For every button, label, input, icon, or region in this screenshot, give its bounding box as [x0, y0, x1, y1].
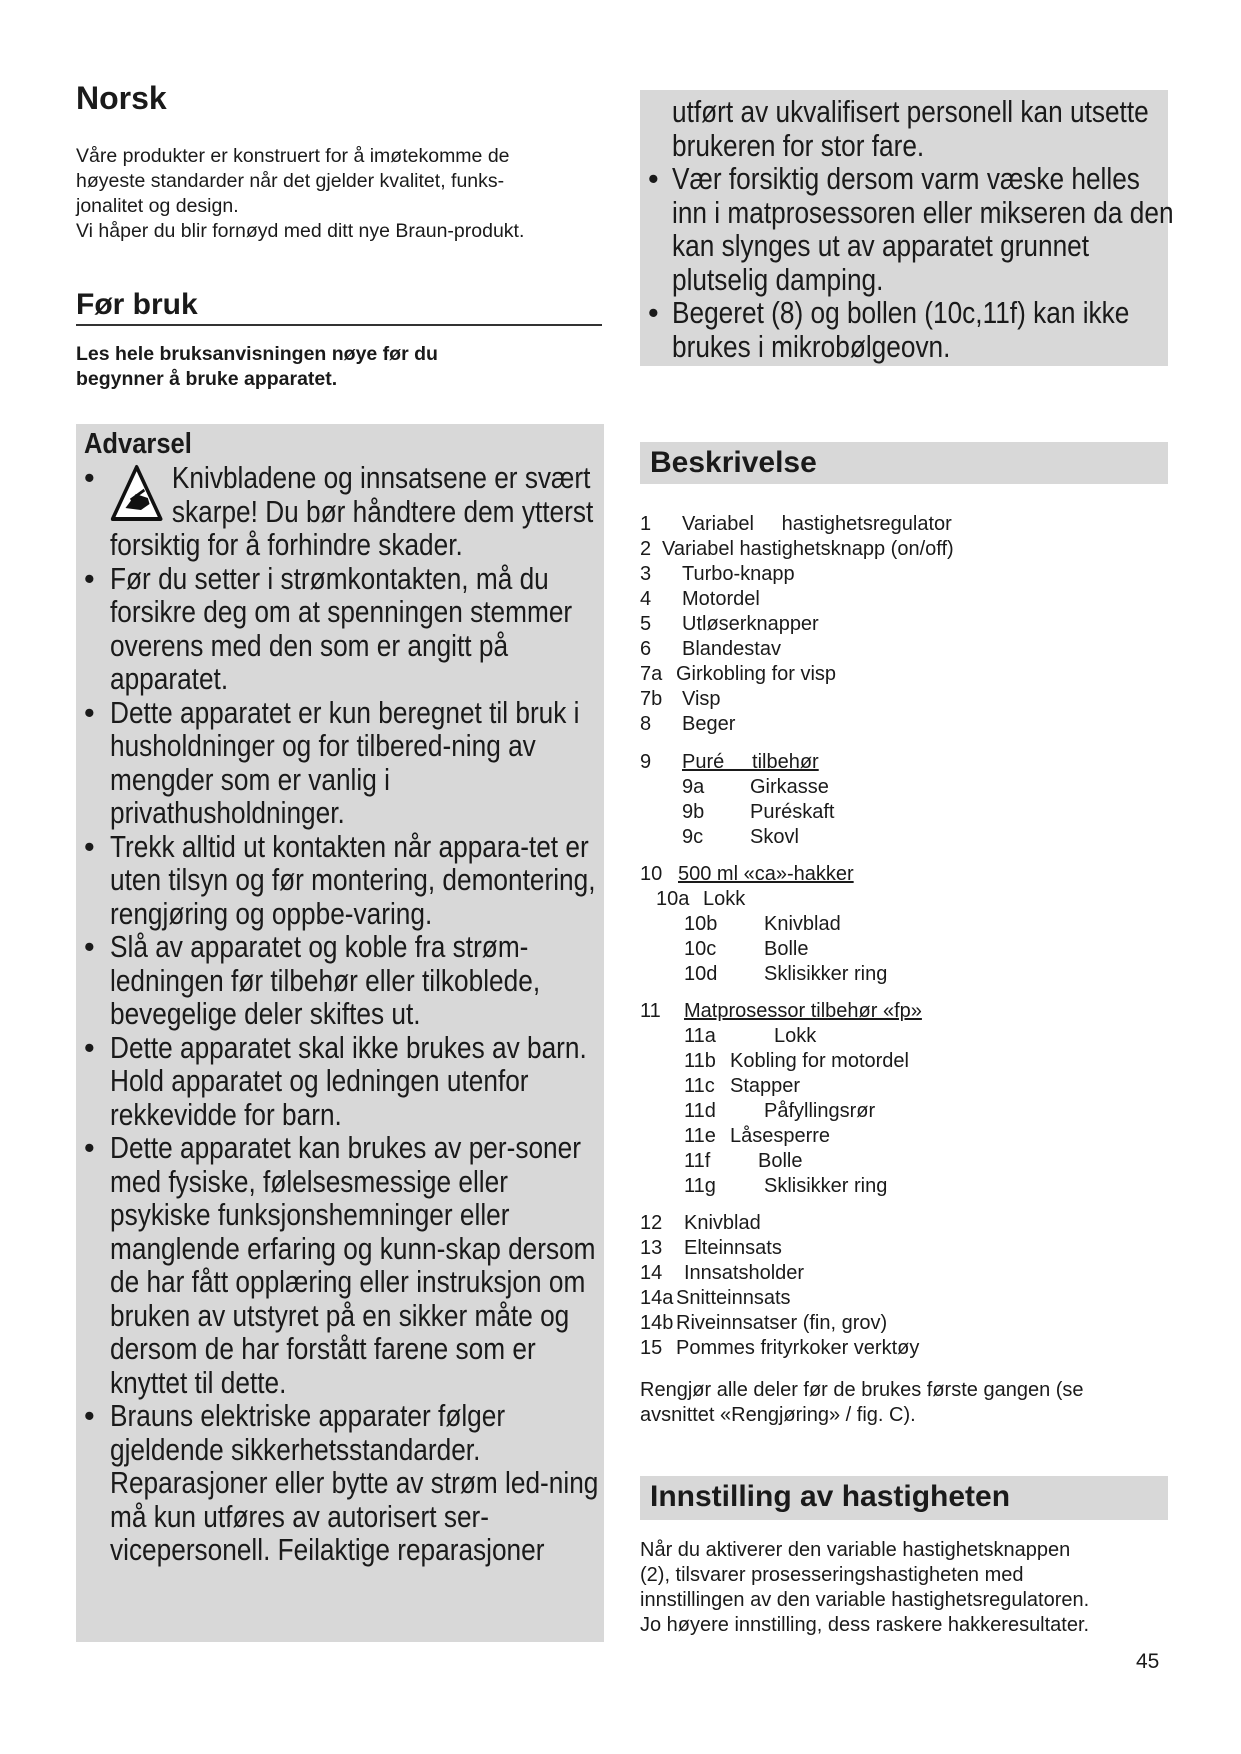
part-label: Påfyllingsrør: [764, 1100, 876, 1122]
parts-list-item: [640, 775, 1168, 800]
beskrivelse-heading-bar: [640, 442, 1168, 484]
part-label: Snitteinnsats: [676, 1287, 791, 1309]
warning-continued-list: [648, 95, 1174, 364]
part-number: 11f: [684, 1150, 711, 1172]
part-number: 8: [640, 713, 652, 735]
warning-item: [84, 931, 604, 1032]
intro-line: Våre produkter er konstruert for å imøtekomme de: [76, 145, 510, 167]
parts-list-item: [640, 587, 1168, 612]
parts-list-item: [640, 937, 1168, 962]
warning-item: [84, 1032, 604, 1133]
cleaning-note-line: avsnittet «Rengjøring» / fig. C).: [640, 1404, 916, 1426]
part-number: 10d: [684, 963, 718, 985]
part-label: Innsatsholder: [684, 1262, 805, 1284]
sharp-blade-warning-icon: [110, 464, 163, 522]
part-label: Bolle: [764, 938, 809, 960]
part-number: 10b: [684, 913, 718, 935]
for-bruk-line: begynner å bruke apparatet.: [76, 368, 338, 390]
parts-list-item: [640, 562, 1168, 587]
part-number: 13: [640, 1237, 663, 1259]
warning-item: [648, 162, 1174, 297]
part-label: Knivblad: [684, 1212, 761, 1234]
part-label: Riveinnsatser (fin, grov): [676, 1312, 888, 1334]
parts-list-item: [640, 1149, 1168, 1174]
warning-title: Advarsel: [84, 428, 192, 460]
parts-list-item: [640, 687, 1168, 712]
part-label: Knivblad: [764, 913, 841, 935]
part-label: Variabel hastighetsregulator: [682, 513, 952, 535]
speed-line: (2), tilsvarer prosesseringshastigheten med: [640, 1564, 1024, 1586]
warning-item-text: • Vær forsiktig dersom varm væske helles inn i matprosessoren eller mikseren da den kan slynges ut av apparatet grunnet plutselig damping.: [672, 162, 1174, 297]
part-label: Turbo-knapp: [682, 563, 795, 585]
part-number: 10c: [684, 938, 717, 960]
parts-list-item: [640, 912, 1168, 937]
part-number: 11d: [684, 1100, 716, 1122]
part-number: 9a: [682, 776, 705, 798]
part-label: Sklisikker ring: [764, 963, 888, 985]
part-number: 12: [640, 1212, 663, 1234]
warning-item-text: • Trekk alltid ut kontakten når appara-tet er uten tilsyn og før montering, demontering, rengjøring og oppbe-varing.: [110, 829, 596, 931]
part-number: 11c: [684, 1075, 715, 1097]
warning-item: [648, 297, 1168, 364]
intro-line: jonalitet og design.: [76, 195, 239, 217]
warning-item-text: • Brauns elektriske apparater følger gjeldende sikkerhetsstandarder. Reparasjoner eller bytte av strøm led-ning må kun utføres av autorisert ser-vicepersonell. Feilaktige reparasjoner: [110, 1399, 599, 1567]
warning-item: [84, 462, 604, 563]
parts-list-item: [640, 1024, 1168, 1049]
part-number: 1: [640, 513, 652, 535]
part-number: 7b: [640, 688, 663, 710]
section-heading-norsk: Norsk: [76, 80, 167, 116]
for-bruk-text: [76, 342, 604, 392]
part-number: 6: [640, 638, 652, 660]
part-label: Beger: [682, 713, 736, 735]
warning-item: [84, 697, 604, 831]
warning-item-text: • Slå av apparatet og koble fra strøm-ledningen før tilbehør eller tilkoblede, bevegelige deler skiftes ut.: [110, 930, 541, 1031]
part-label: Visp: [682, 688, 721, 710]
part-label: Motordel: [682, 588, 760, 610]
parts-list-item: [640, 1099, 1168, 1124]
page-number: 45: [1136, 1650, 1160, 1673]
warning-item-text: • Begeret (8) og bollen (10c,11f) kan ikke brukes i mikrobølgeovn.: [672, 296, 1130, 364]
part-number: 11e: [684, 1125, 716, 1147]
part-number: 14b: [640, 1312, 674, 1334]
warning-item-text: • Dette apparatet skal ikke brukes av barn. Hold apparatet og ledningen utenfor rekkevidde for barn.: [110, 1030, 587, 1132]
warning-item: [84, 1132, 604, 1400]
part-number: 11b: [684, 1050, 716, 1072]
part-label: Pommes frityrkoker verktøy: [676, 1337, 920, 1359]
warning-item-text: • Før du setter i strømkontakten, må du forsikre deg om at spenningen stemmer overens med den som er angitt på apparatet.: [110, 561, 573, 696]
parts-list-item: [640, 750, 1168, 775]
part-label: Variabel hastighetsknapp (on/off): [662, 538, 954, 560]
cleaning-note: [640, 1378, 1168, 1428]
part-number: 14a: [640, 1287, 674, 1309]
parts-list-item: [640, 1174, 1168, 1199]
warning-item-text: Knivbladene og innsatsene er svært skarpe! Du bør håndtere dem ytterst forsiktig for å forhindre skader.: [110, 461, 594, 562]
part-number: 9: [640, 751, 652, 773]
intro-paragraph: [76, 144, 616, 244]
parts-list: [640, 512, 1168, 1361]
section-heading-beskrivelse: Beskrivelse: [650, 446, 817, 479]
part-label: Bolle: [758, 1150, 803, 1172]
parts-list-item: [640, 537, 1168, 562]
part-label: Lokk: [774, 1025, 817, 1047]
intro-line: Vi håper du blir fornøyd med ditt nye Braun-produkt.: [76, 220, 525, 242]
part-number: 11: [640, 1000, 661, 1022]
parts-list-item: [640, 1236, 1168, 1261]
part-label: Kobling for motordel: [730, 1050, 909, 1072]
part-number: 9c: [682, 826, 704, 848]
speed-line: innstillingen av den variable hastighetsregulatoren.: [640, 1589, 1090, 1611]
parts-list-item: [640, 1311, 1168, 1336]
parts-list-item: [640, 1261, 1168, 1286]
part-label: 500 ml «ca»-hakker: [678, 863, 854, 885]
part-label: Stapper: [730, 1075, 801, 1097]
part-number: 10a: [656, 888, 690, 910]
part-number: 3: [640, 563, 652, 585]
part-label: Girkobling for visp: [676, 663, 837, 685]
cleaning-note-line: Rengjør alle deler før de brukes første gangen (se: [640, 1379, 1084, 1401]
parts-list-item: [640, 1074, 1168, 1099]
parts-list-item: [640, 962, 1168, 987]
warning-item: [84, 1400, 604, 1568]
parts-list-item: [640, 1286, 1168, 1311]
part-label: Skovl: [750, 826, 799, 848]
section-heading-innstilling: Innstilling av hastigheten: [650, 1480, 1011, 1513]
part-number: 11g: [684, 1175, 716, 1197]
parts-list-item: [640, 1049, 1168, 1074]
part-number: 10: [640, 863, 663, 885]
parts-list-item: [640, 1336, 1168, 1361]
part-label: Blandestav: [682, 638, 781, 660]
warning-item: [84, 563, 604, 697]
part-number: 5: [640, 613, 652, 635]
parts-list-item: [640, 637, 1168, 662]
parts-list-item: [640, 712, 1168, 737]
part-label: Matprosessor tilbehør «fp»: [684, 1000, 922, 1022]
speed-line: Jo høyere innstilling, dess raskere hakkeresultater.: [640, 1614, 1090, 1636]
part-number: 4: [640, 588, 652, 610]
intro-line: høyeste standarder når det gjelder kvalitet, funks-: [76, 170, 505, 192]
part-number: 9b: [682, 801, 705, 823]
parts-list-item: [640, 662, 1168, 687]
warning-item-text: • Dette apparatet er kun beregnet til bruk i husholdninger og for tilbered-ning av mengder som er vanlig i privathusholdninger.: [110, 695, 580, 830]
warning-continued-text: utført av ukvalifisert personell kan utsette brukeren for stor fare.: [672, 95, 1149, 163]
warning-item: [84, 831, 604, 932]
part-label: Girkasse: [750, 776, 829, 798]
speed-line: Når du aktiverer den variable hastighetsknappen: [640, 1539, 1071, 1561]
part-number: 11a: [684, 1025, 716, 1047]
part-label: Elteinnsats: [684, 1237, 782, 1259]
part-number: 2: [640, 538, 652, 560]
parts-list-item: [640, 825, 1168, 850]
warning-item-text: • Dette apparatet kan brukes av per-soner med fysiske, følelsesmessige eller psykiske funksjonshemninger eller manglende erfaring og kunn-skap dersom de har fått opplæring eller instruksjon om bruken av utstyret på en sikker måte og dersom de har forstått farene som er knyttet til dette.: [110, 1131, 596, 1400]
parts-list-item: [640, 612, 1168, 637]
part-label: Låsesperre: [730, 1125, 831, 1147]
part-label: Lokk: [703, 888, 746, 910]
part-label: Puréskaft: [750, 801, 835, 823]
parts-list-item: [640, 512, 1168, 537]
part-number: 14: [640, 1262, 663, 1284]
parts-list-item: [640, 887, 1168, 912]
part-number: 15: [640, 1337, 663, 1359]
part-label: Utløserknapper: [682, 613, 819, 635]
for-bruk-line: Les hele bruksanvisningen nøye før du: [76, 343, 438, 365]
part-number: 7a: [640, 663, 663, 685]
innstilling-heading-bar: [640, 1476, 1168, 1520]
part-label: Sklisikker ring: [764, 1175, 888, 1197]
warning-list: [84, 462, 604, 1568]
parts-list-item: [640, 862, 1168, 887]
parts-list-item: [640, 800, 1168, 825]
parts-list-item: [640, 999, 1168, 1024]
parts-list-item: [640, 1211, 1168, 1236]
section-heading-for-bruk: Før bruk: [76, 288, 602, 326]
speed-paragraph: [640, 1538, 1168, 1638]
part-label: Puré tilbehør: [682, 751, 819, 773]
parts-list-item: [640, 1124, 1168, 1149]
